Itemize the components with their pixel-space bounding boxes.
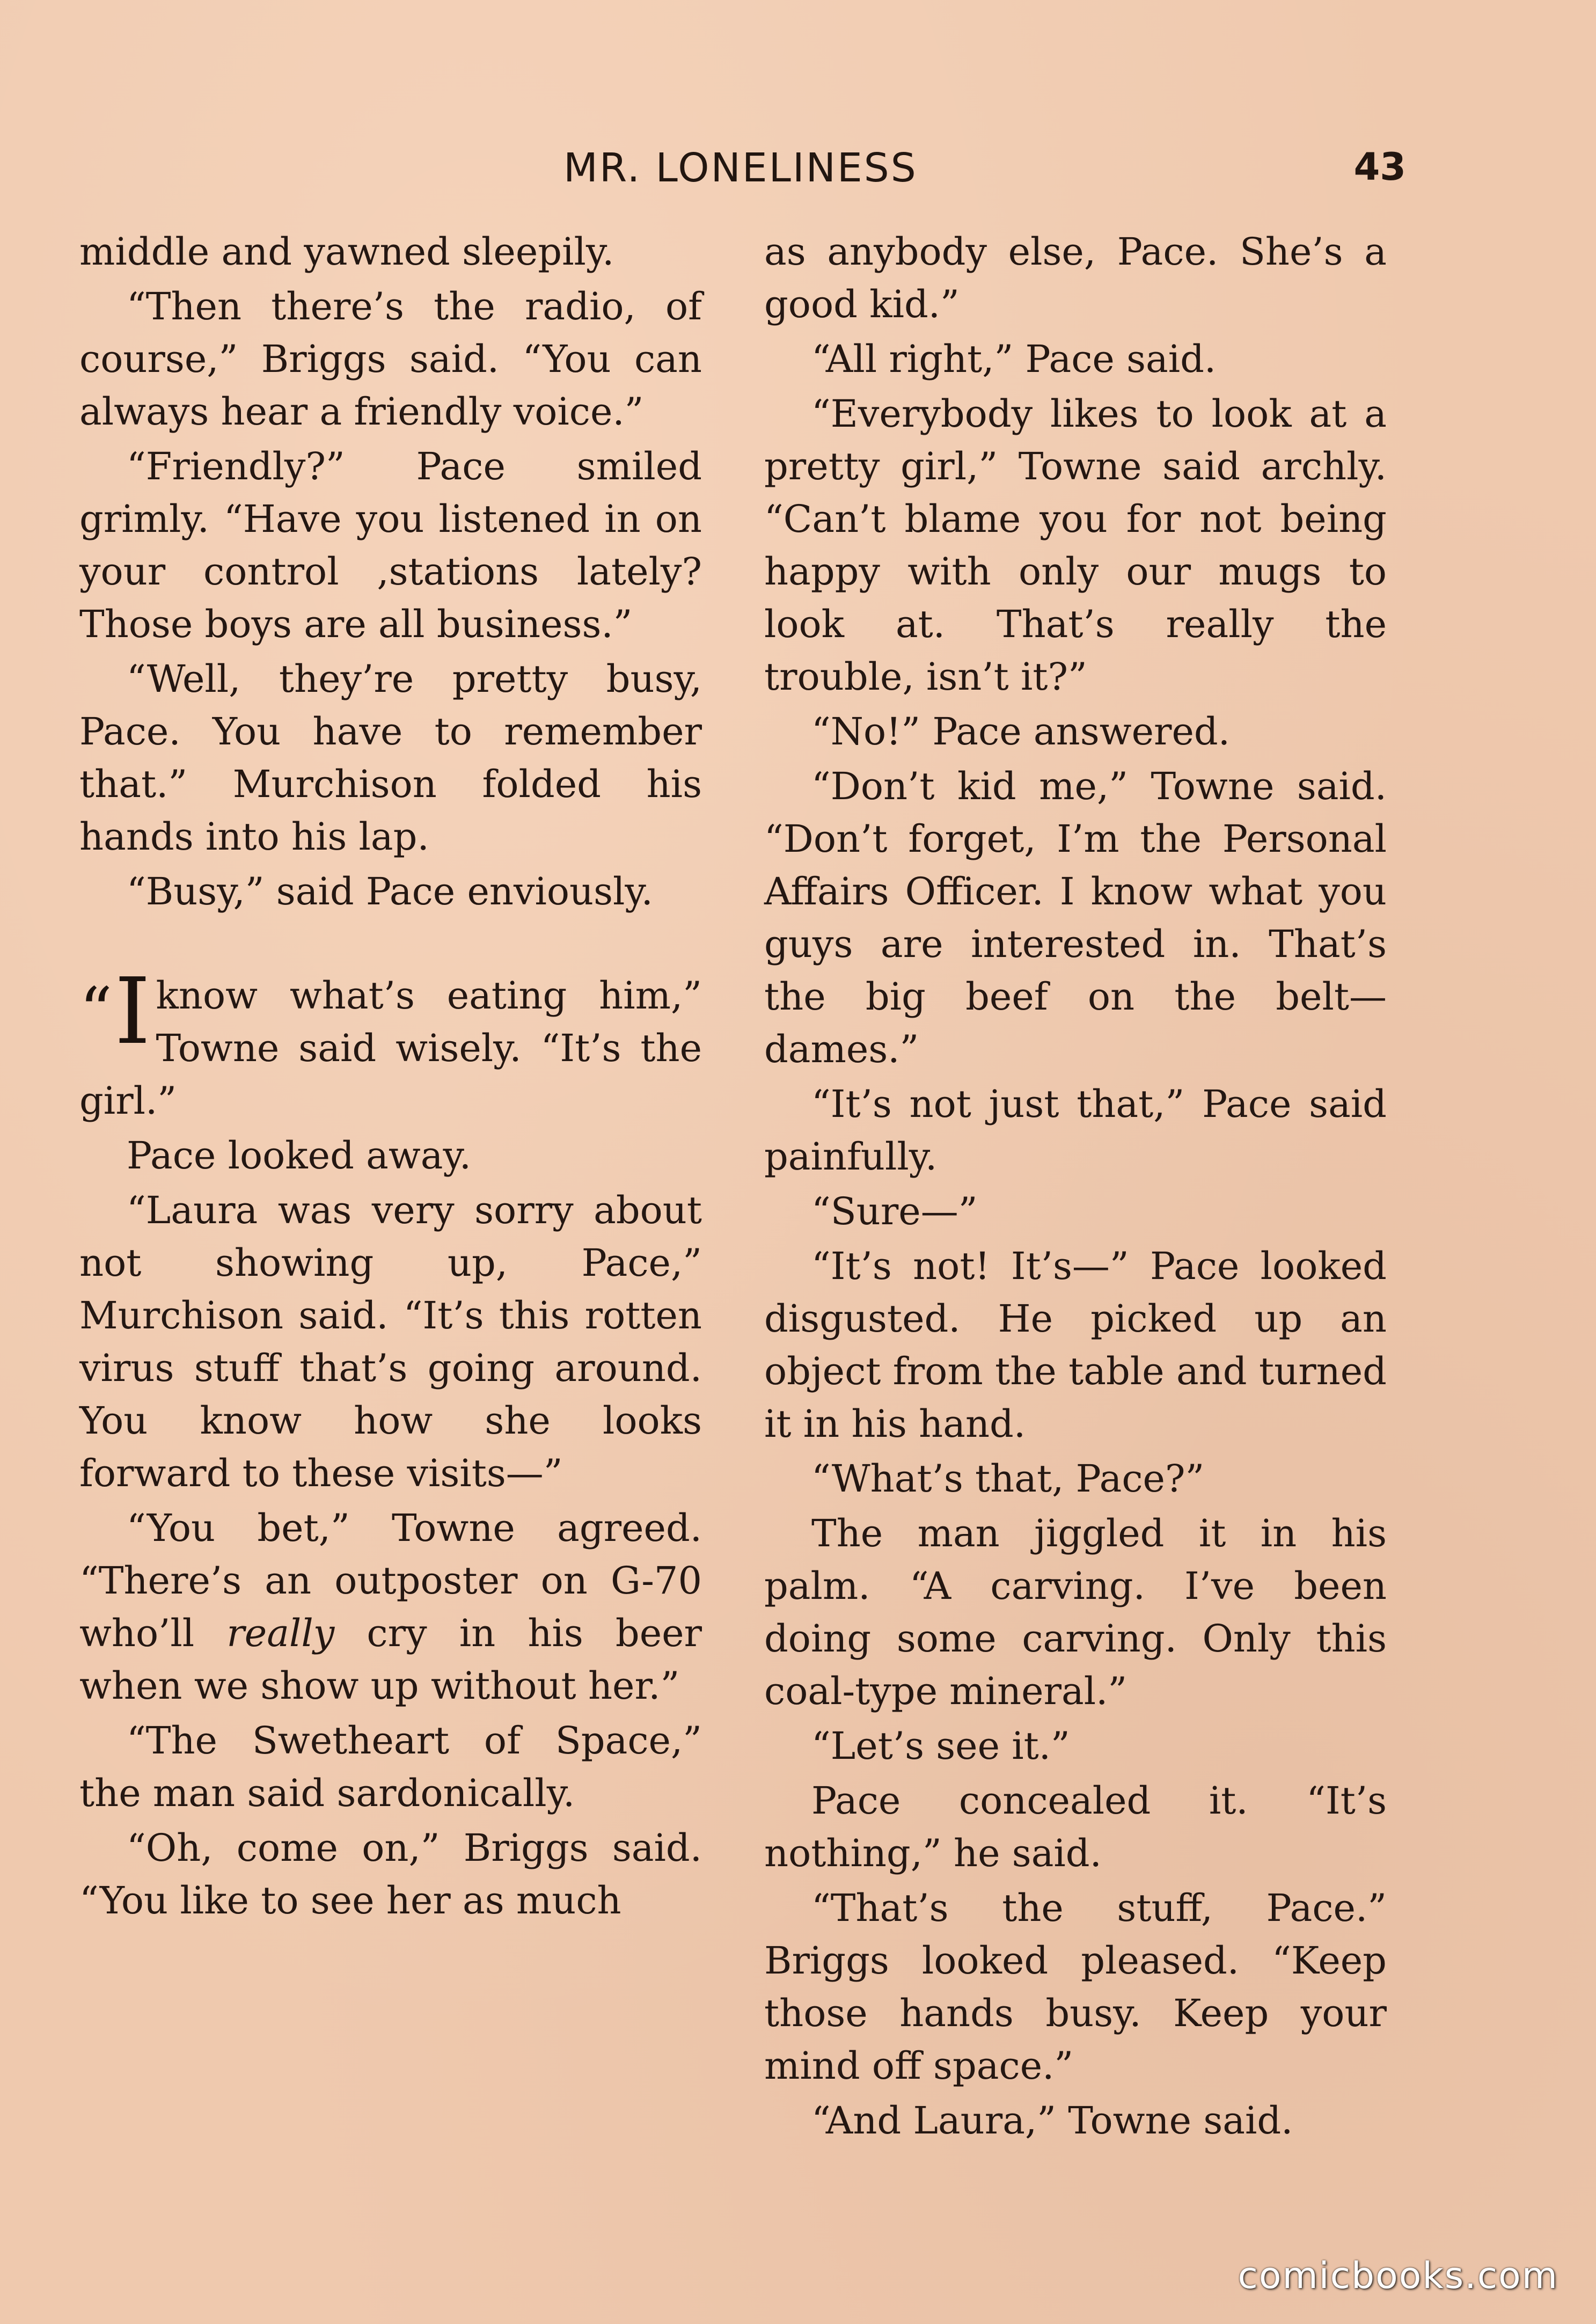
paragraph: The man jiggled it in his palm. “A carving. I’ve been doing some carving. Only this coal-type mineral.”	[764, 1511, 1387, 1713]
page-number: 43	[1353, 145, 1406, 189]
drop-cap	[79, 959, 151, 1065]
paragraph: “Laura was very sorry about not showing up, Pace,” Murchison said. “It’s this rotten virus stuff that’s going around. You know how she looks forward to these visits—”	[79, 1188, 702, 1495]
paragraph: “The Swetheart of Space,” the man said sardonically.	[79, 1719, 702, 1815]
paragraph: “No!” Pace answered.	[811, 710, 1230, 754]
watermark: comicbooks.com	[1238, 2255, 1558, 2297]
paragraph: “Friendly?” Pace smiled grimly. “Have you listened in on your control ,stations lately? Those boys are all business.”	[79, 444, 702, 646]
paragraph: “Everybody likes to look at a pretty girl,” Towne said archly. “Can’t blame you for not being happy with only our mugs to look at. That’s really the trouble, isn’t it?”	[764, 392, 1387, 699]
paragraph: “All right,” Pace said.	[811, 337, 1217, 381]
left-column	[79, 225, 702, 1929]
paragraph: Pace looked away.	[127, 1134, 472, 1178]
paragraph: middle and yawned sleepily.	[79, 230, 614, 274]
paragraph: “Oh, come on,” Briggs said. “You like to see her as much	[79, 1826, 702, 1923]
running-header-title: MR. LONELINESS	[563, 145, 918, 191]
paragraph: “Don’t kid me,” Towne said. “Don’t forget, I’m the Personal Affairs Officer. I know what you guys are interested in. That’s the big beef on the belt—dames.”	[764, 764, 1387, 1071]
right-column	[764, 225, 1387, 2149]
paragraph: Pace concealed it. “It’s nothing,” he said.	[764, 1779, 1387, 1875]
text-run: cry in his beer when we show up without her.”	[79, 1611, 702, 1708]
paragraph	[79, 1502, 702, 1712]
section-opening	[79, 959, 702, 1127]
drop-cap-quote: “	[79, 974, 113, 1049]
paragraph: “Let’s see it.”	[811, 1724, 1070, 1768]
paragraph: “Sure—”	[811, 1189, 978, 1233]
paragraph: know what’s eating him,” Towne said wisely. “It’s the girl.”	[79, 974, 702, 1123]
paragraph: “What’s that, Pace?”	[811, 1457, 1205, 1501]
paragraph: “It’s not! It’s—” Pace looked disgusted. He picked up an object from the table and turned it in his hand.	[764, 1244, 1387, 1446]
paragraph: “Well, they’re pretty busy, Pace. You have to remember that.” Murchison folded his hands into his lap.	[79, 657, 702, 859]
text-run: “You bet,” Towne agreed. “There’s an outposter on G-70 who’ll	[79, 1506, 702, 1655]
paragraph: as anybody else, Pace. She’s a good kid.”	[764, 230, 1387, 326]
paragraph: “It’s not just that,” Pace said painfully.	[764, 1082, 1387, 1179]
drop-cap-letter: I	[114, 959, 151, 1065]
paragraph: “Busy,” said Pace enviously.	[127, 869, 653, 913]
emphasis-text: really	[226, 1611, 335, 1655]
paragraph: “Then there’s the radio, of course,” Briggs said. “You can always hear a friendly voice.”	[79, 284, 702, 434]
paragraph: “And Laura,” Towne said.	[811, 2099, 1293, 2143]
paragraph: “That’s the stuff, Pace.” Briggs looked pleased. “Keep those hands busy. Keep your mind off space.”	[764, 1886, 1387, 2088]
